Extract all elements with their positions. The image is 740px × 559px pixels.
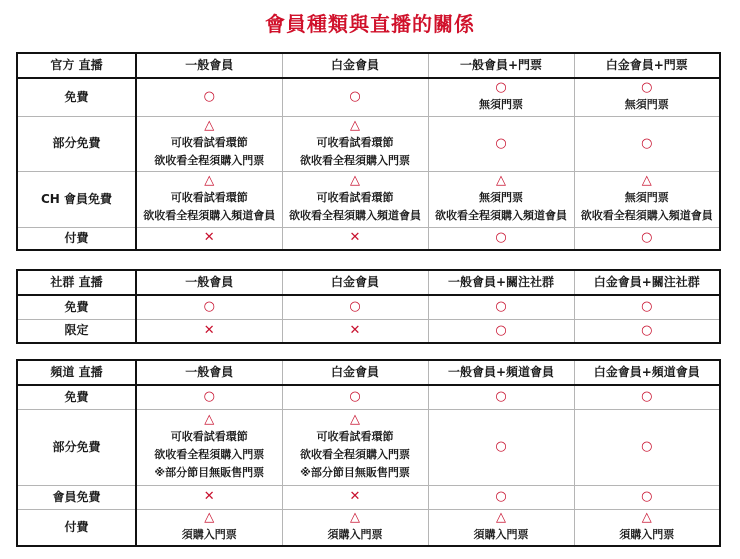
table-cell — [136, 227, 282, 250]
table-cell — [136, 171, 282, 227]
circle-icon: ○ — [641, 135, 653, 151]
row-label: 會員免費 — [17, 485, 136, 509]
cell-note: 無須門票 — [479, 191, 523, 204]
row-label: 付費 — [17, 509, 136, 546]
table-cell — [282, 509, 428, 546]
table-cell — [428, 509, 574, 546]
cell-note: 欲收看全程須購入門票 — [154, 153, 265, 167]
cell-note: 須購入門票 — [181, 528, 237, 542]
cross-icon: ✕ — [203, 489, 215, 504]
table-cell — [136, 78, 282, 116]
table-header-row — [17, 270, 720, 295]
column-header: 一般會員+門票 — [428, 53, 574, 78]
column-header: 白金會員+關注社群 — [574, 270, 720, 295]
table-cell — [428, 385, 574, 409]
table-section-title: 社群 直播 — [17, 270, 136, 295]
table-cell — [574, 509, 720, 546]
circle-icon: ○ — [641, 299, 653, 315]
table-row — [17, 385, 720, 409]
cell-note: 欲收看全程須購入門票 — [300, 153, 410, 167]
cell-note: 無須門票 — [624, 98, 669, 112]
table-cell — [428, 319, 574, 343]
page-title: 會員種類與直播的關係 — [265, 12, 475, 36]
circle-icon: ○ — [641, 439, 653, 454]
table-row — [17, 319, 720, 343]
triangle-icon: △ — [350, 117, 360, 133]
table-cell — [282, 227, 428, 250]
triangle-icon: △ — [641, 173, 652, 188]
table-cell — [136, 319, 282, 343]
triangle-icon: △ — [204, 412, 215, 427]
circle-icon: ○ — [495, 80, 507, 96]
table-cell — [428, 78, 574, 116]
table-row — [17, 409, 720, 485]
table-cell — [428, 485, 574, 509]
row-label: 付費 — [17, 227, 136, 250]
table-cell — [574, 319, 720, 343]
table-header-row — [17, 360, 720, 385]
row-label: 免費 — [17, 295, 136, 319]
column-header: 白金會員 — [282, 360, 428, 385]
table-row — [17, 116, 720, 171]
cell-note: 無須門票 — [479, 98, 523, 112]
circle-icon: ○ — [641, 489, 653, 504]
table-cell — [136, 295, 282, 319]
row-label: 免費 — [17, 385, 136, 409]
cell-note: 可收看試看環節 — [170, 430, 248, 443]
cell-note: ※部分節目無販售門票 — [300, 466, 410, 479]
row-label: 部分免費 — [17, 116, 136, 171]
column-header: 一般會員 — [136, 53, 282, 78]
row-label: 部分免費 — [17, 409, 136, 485]
table-cell — [574, 116, 720, 171]
cross-icon: ✕ — [203, 322, 215, 338]
cell-note: 欲收看全程須購入頻道會員 — [580, 209, 713, 222]
cell-note: 可收看試看環節 — [170, 191, 248, 204]
table-cell — [282, 171, 428, 227]
circle-icon: ○ — [641, 80, 653, 96]
circle-icon: ○ — [495, 135, 507, 151]
table-cell — [574, 78, 720, 116]
column-header: 一般會員 — [136, 270, 282, 295]
table-cell — [282, 485, 428, 509]
cross-icon: ✕ — [349, 489, 361, 504]
table-section-title: 頻道 直播 — [17, 360, 136, 385]
circle-icon: ○ — [495, 322, 507, 338]
table-cell — [574, 295, 720, 319]
table-cell — [282, 78, 428, 116]
table-cell — [282, 319, 428, 343]
table-row — [17, 227, 720, 250]
table-cell — [282, 385, 428, 409]
cell-note: 可收看試看環節 — [170, 135, 248, 149]
table-cell — [428, 171, 574, 227]
triangle-icon: △ — [641, 510, 652, 526]
circle-icon: ○ — [203, 299, 215, 315]
triangle-icon: △ — [496, 173, 506, 188]
circle-icon: ○ — [349, 389, 361, 405]
circle-icon: ○ — [641, 322, 653, 338]
circle-icon: ○ — [641, 389, 653, 405]
table-cell — [136, 409, 282, 485]
circle-icon: ○ — [495, 489, 507, 504]
table-cell — [136, 509, 282, 546]
row-label: CH 會員免費 — [17, 171, 136, 227]
cell-note: 可收看試看環節 — [316, 135, 394, 149]
table-cell — [282, 116, 428, 171]
cross-icon: ✕ — [203, 230, 215, 246]
official-live-table — [16, 52, 721, 251]
triangle-icon: △ — [496, 510, 506, 526]
cell-note: 無須門票 — [624, 191, 669, 204]
cell-note: 可收看試看環節 — [316, 191, 394, 204]
table-cell — [574, 171, 720, 227]
column-header: 白金會員+頻道會員 — [574, 360, 720, 385]
column-header: 一般會員+頻道會員 — [428, 360, 574, 385]
table-row — [17, 78, 720, 116]
triangle-icon: △ — [204, 173, 215, 188]
circle-icon: ○ — [495, 439, 507, 454]
circle-icon: ○ — [641, 230, 653, 246]
table-cell — [136, 385, 282, 409]
table-header-row — [17, 53, 720, 78]
cross-icon: ✕ — [349, 322, 361, 338]
triangle-icon: △ — [350, 510, 360, 526]
row-label: 免費 — [17, 78, 136, 116]
table-cell — [428, 295, 574, 319]
cell-note: 須購入門票 — [327, 528, 383, 542]
table-cell — [282, 295, 428, 319]
triangle-icon: △ — [204, 117, 215, 133]
table-cell — [574, 385, 720, 409]
table-cell — [428, 116, 574, 171]
table-row — [17, 171, 720, 227]
circle-icon: ○ — [349, 89, 361, 105]
column-header: 白金會員+門票 — [574, 53, 720, 78]
circle-icon: ○ — [495, 299, 507, 315]
cell-note: 欲收看全程須購入頻道會員 — [143, 209, 276, 222]
cell-note: 可收看試看環節 — [316, 430, 394, 443]
triangle-icon: △ — [204, 510, 215, 526]
cell-note: 欲收看全程須購入門票 — [154, 448, 265, 461]
circle-icon: ○ — [203, 89, 215, 105]
table-cell — [282, 409, 428, 485]
column-header: 一般會員+關注社群 — [428, 270, 574, 295]
circle-icon: ○ — [495, 389, 507, 405]
table-section-title: 官方 直播 — [17, 53, 136, 78]
cell-note: 欲收看全程須購入頻道會員 — [289, 209, 421, 222]
column-header: 白金會員 — [282, 53, 428, 78]
community-live-table — [16, 269, 721, 344]
cell-note: 欲收看全程須購入門票 — [300, 448, 410, 461]
row-label: 限定 — [17, 319, 136, 343]
cell-note: ※部分節目無販售門票 — [154, 466, 265, 479]
column-header: 一般會員 — [136, 360, 282, 385]
cell-note: 欲收看全程須購入頻道會員 — [435, 209, 567, 222]
column-header: 白金會員 — [282, 270, 428, 295]
triangle-icon: △ — [350, 412, 360, 427]
cell-note: 須購入門票 — [473, 528, 529, 542]
cell-note: 須購入門票 — [619, 528, 675, 542]
channel-live-table — [16, 359, 721, 547]
table-cell — [136, 485, 282, 509]
table-cell — [574, 485, 720, 509]
circle-icon: ○ — [495, 230, 507, 246]
table-row — [17, 509, 720, 546]
table-cell — [428, 409, 574, 485]
table-cell — [136, 116, 282, 171]
table-row — [17, 485, 720, 509]
table-cell — [574, 409, 720, 485]
table-row — [17, 295, 720, 319]
circle-icon: ○ — [349, 299, 361, 315]
circle-icon: ○ — [203, 389, 215, 405]
cross-icon: ✕ — [349, 230, 361, 246]
table-cell — [428, 227, 574, 250]
triangle-icon: △ — [350, 173, 360, 188]
table-cell — [574, 227, 720, 250]
